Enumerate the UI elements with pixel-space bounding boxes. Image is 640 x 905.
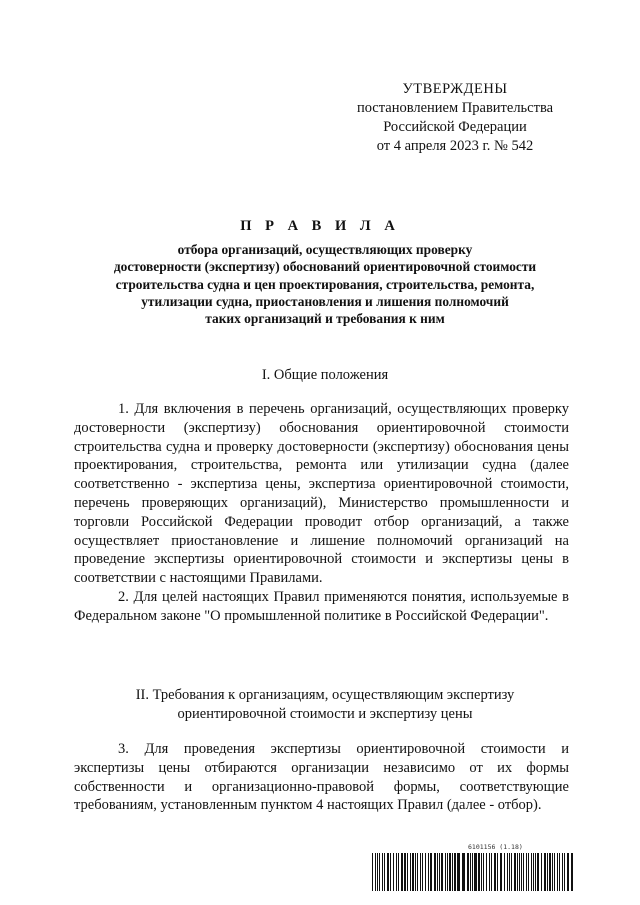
barcode-bar — [494, 853, 496, 891]
subtitle-line: утилизации судна, приостановления и лишения полномочий — [141, 293, 509, 309]
barcode-bar — [415, 853, 416, 891]
section-2-heading-line: ориентировочной стоимости и экспертизу цены — [177, 706, 473, 722]
barcode-block — [372, 843, 575, 893]
barcode-bar — [533, 853, 534, 891]
document-title: П Р А В И Л А — [240, 218, 400, 234]
subtitle-line: отбора организаций, осуществляющих проверку — [177, 242, 473, 257]
barcode-bar — [372, 853, 373, 891]
barcode-bar — [439, 853, 440, 891]
barcode-bar — [491, 853, 492, 891]
barcode-bar — [537, 853, 539, 891]
barcode-bar — [449, 853, 451, 891]
barcode-bar — [412, 853, 414, 891]
approval-decree-line: постановлением Правительства — [356, 100, 554, 116]
barcode-bar — [567, 853, 569, 891]
barcode-bar — [500, 853, 502, 891]
subtitle-line: таких организаций и требования к ним — [205, 311, 445, 327]
barcode-bar — [511, 853, 512, 891]
barcode-bar — [478, 853, 480, 891]
section-2-heading-line: II. Требования к организациям, осуществляющим экспертизу — [135, 687, 515, 703]
barcode-bar — [457, 853, 460, 891]
section-2-heading — [60, 686, 590, 724]
barcode-bar — [398, 853, 399, 891]
barcode-bar — [417, 853, 418, 891]
barcode-bar — [390, 853, 391, 891]
barcode-bar — [557, 853, 558, 891]
barcode-bar — [467, 853, 469, 891]
barcode-bar — [562, 853, 563, 891]
barcode-bar — [531, 853, 532, 891]
barcode-bar — [564, 853, 565, 891]
barcode-bar — [528, 853, 529, 891]
barcode-bar — [407, 853, 408, 891]
barcode-bar — [526, 853, 527, 891]
barcode-bar — [521, 853, 522, 891]
barcode-bar — [379, 853, 380, 891]
barcode-bar — [507, 853, 508, 891]
barcode-number: 6101156 (1.18) — [468, 843, 523, 851]
paragraph-1: 1. Для включения в перечень организаций, осуществляющих проверку достоверности (экспертизу) обоснования ориентировочной стоимости строительства судна и проверку достоверности (экспертизу) обоснования цены проектирования, строительства, ремонта или утилизации судна (далее соответственно - экспертиза цены, экспертиза ориентировочной стоимости, перечень проверяющих организаций), Министерство промышленности и торговли Российской Федерации проводит отбор организаций, а также осуществляет приостановление и лишение полномочий организаций на проведение экспертизы ориентировочной стоимости и экспертизы цены в соответствии с настоящими Правилами. — [74, 401, 569, 587]
barcode-bar — [514, 853, 516, 891]
barcode-bar — [470, 853, 471, 891]
barcode-bar — [430, 853, 432, 891]
section-1-heading: I. Общие положения — [261, 367, 389, 383]
barcode-bar — [504, 853, 505, 891]
barcode-bar — [474, 853, 477, 891]
barcode-bar — [387, 853, 389, 891]
barcode-bar — [509, 853, 510, 891]
barcode-bar — [497, 853, 498, 891]
approval-date-number: от 4 апреля 2023 г. № 542 — [376, 138, 534, 154]
barcode-bar — [401, 853, 403, 891]
barcode-bar — [375, 853, 376, 891]
approval-block — [330, 80, 580, 156]
barcode-bar — [549, 853, 551, 891]
barcode-bar — [393, 853, 394, 891]
paragraph-2: 2. Для целей настоящих Правил применяются понятия, используемые в Федеральном законе "О промышленной политике в Российской Федерации". — [74, 588, 569, 624]
barcode-bar — [571, 853, 573, 891]
barcode-bar — [396, 853, 397, 891]
approval-heading: УТВЕРЖДЕНЫ — [402, 81, 508, 97]
barcode-bar — [462, 853, 465, 891]
barcode-bar — [472, 853, 473, 891]
barcode-bar — [559, 853, 560, 891]
barcode-bar — [486, 853, 487, 891]
approval-country-line: Российской Федерации — [383, 119, 527, 135]
barcode-bar — [541, 853, 542, 891]
section-2-body — [74, 740, 569, 815]
barcode-bar — [544, 853, 546, 891]
barcode-bar — [437, 853, 438, 891]
barcode-bar — [420, 853, 421, 891]
barcode-bar — [547, 853, 548, 891]
barcode-bar — [404, 853, 406, 891]
barcode-bar — [410, 853, 411, 891]
barcode-bar — [452, 853, 453, 891]
section-1-body — [74, 400, 569, 626]
barcode-bar — [535, 853, 536, 891]
paragraph-3: 3. Для проведения экспертизы ориентировочной стоимости и экспертизы цены отбираются организации независимо от их формы собственности и организационно-правовой формы, соответствующие требованиям, установленным пунктом 4 настоящих Правил (далее - отбор). — [74, 741, 569, 814]
subtitle-line: строительства судна и цен проектирования, строительства, ремонта, — [115, 276, 535, 292]
barcode-bar — [481, 853, 482, 891]
document-subtitle — [60, 241, 590, 327]
barcode-bar — [384, 853, 385, 891]
barcode-bar — [434, 853, 436, 891]
barcode-bar — [519, 853, 520, 891]
barcode-bar — [554, 853, 555, 891]
barcode-bar — [422, 853, 423, 891]
barcode-bar — [483, 853, 484, 891]
barcode-bar — [523, 853, 524, 891]
barcode-bar — [428, 853, 429, 891]
barcode-bar — [382, 853, 383, 891]
barcode-bar — [445, 853, 446, 891]
barcode-bar — [425, 853, 426, 891]
barcode-icon — [372, 853, 575, 891]
barcode-bar — [489, 853, 490, 891]
barcode-bar — [552, 853, 553, 891]
barcode-bar — [454, 853, 456, 891]
subtitle-line: достоверности (экспертизу) обоснований ориентировочной стоимости — [113, 259, 537, 275]
barcode-bar — [441, 853, 443, 891]
barcode-bar — [447, 853, 448, 891]
barcode-bar — [377, 853, 378, 891]
barcode-bar — [517, 853, 518, 891]
